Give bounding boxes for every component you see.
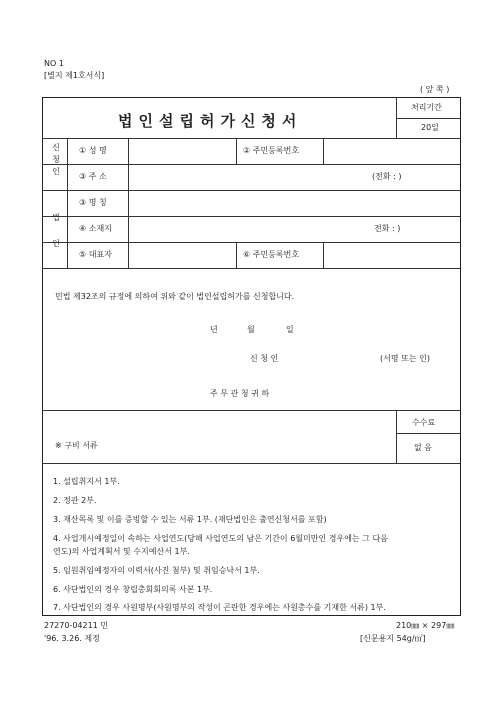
processing-period-value: 20일 [421, 123, 439, 132]
location-label: ④ 소재지 [79, 224, 112, 233]
name-label: ① 성 명 [79, 146, 107, 155]
address-label: ③ 주 소 [79, 172, 107, 181]
rep-rrn-field[interactable] [324, 243, 460, 268]
page-side: ( 앞 쪽 ) [420, 85, 450, 94]
date-year: 년 [210, 325, 218, 334]
doc-number: NO 1 [44, 59, 64, 68]
paper-size: 210㎜ × 297㎜ [396, 621, 455, 630]
processing-period-label: 처리기간 [411, 103, 442, 112]
representative-field[interactable] [129, 243, 235, 268]
date-day: 일 [286, 325, 294, 334]
paper-type: [신문용지 54g/㎡] [360, 634, 426, 643]
addressee: 주 무 관 청 귀 하 [210, 389, 270, 398]
doc-item: 3. 재산목록 및 이를 증빙할 수 있는 서류 1부. (재단법인은 출연신청서를 포함) [53, 515, 327, 524]
doc-item: 7. 사단법인의 경우 사원명부(사원명부의 작성이 곤란한 경우에는 사원총수를 기재한 서류) 1부. [53, 603, 386, 612]
doc-item: 4. 사업개시예정일이 속하는 사업연도(당해 사업연도의 남은 기간이 6월미만인 경우에는 그 다음 [53, 534, 388, 543]
signature-note: (서명 또는 인) [380, 354, 430, 363]
doc-item-continued: 연도)의 사업계획서 및 수지예산서 1부. [53, 547, 190, 556]
applicant-signature-label: 신 청 인 [250, 354, 279, 363]
doc-item: 5. 임원취임예정자의 이력서(사진 첨부) 및 취임승낙서 1부. [53, 566, 260, 575]
representative-label: ⑤ 대표자 [79, 250, 112, 259]
revision-date: '96. 3.26. 제정 [44, 634, 100, 643]
rrn-label: ② 주민등록번호 [243, 146, 300, 155]
location-field[interactable] [129, 217, 369, 242]
name-field[interactable] [129, 139, 235, 164]
corp-group-label: 법인 [52, 213, 60, 248]
phone-label-2: 전화 : ) [374, 224, 401, 233]
phone-label-1: (전화 : ) [372, 172, 402, 181]
doc-item: 2. 정관 2부. [53, 496, 97, 505]
rrn-field[interactable] [324, 139, 460, 164]
form-code: 27270-04211 민 [44, 621, 109, 630]
address-field[interactable] [129, 165, 369, 190]
rep-rrn-label: ⑥ 주민등록번호 [243, 250, 300, 259]
form-title: 법인설립허가신청서 [118, 112, 303, 130]
corp-name-field[interactable] [129, 191, 460, 216]
doc-item: 1. 설립취지서 1부. [53, 477, 120, 486]
form-reference: [별지 제1호서식] [44, 71, 105, 80]
date-month: 월 [247, 325, 255, 334]
fee-value: 없 음 [414, 443, 432, 452]
application-statement: 민법 제32조의 규정에 의하여 위와 같이 법인설립허가를 신청합니다. [55, 292, 295, 301]
fee-label: 수수료 [412, 418, 436, 427]
required-docs-title: ※ 구비 서류 [55, 441, 98, 450]
applicant-group-label: 신청인 [52, 143, 60, 176]
corp-name-label: ③ 명 칭 [79, 198, 107, 207]
doc-item: 6. 사단법인의 경우 창립총회회의록 사본 1부. [53, 585, 213, 594]
